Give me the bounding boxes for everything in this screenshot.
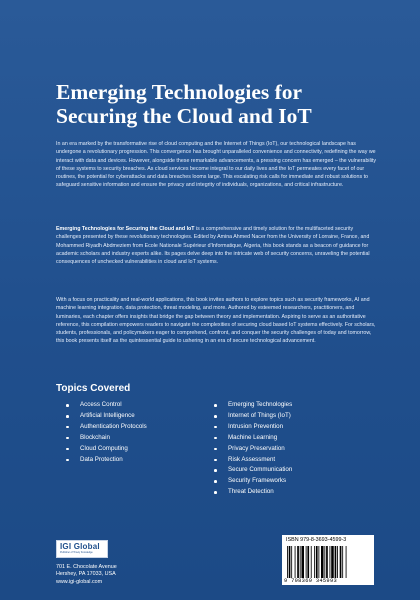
book-title-line-2: Securing the Cloud and IoT <box>56 104 312 128</box>
topic-item: Artificial Intelligence <box>66 411 196 422</box>
publisher-logo-name: IGI Global <box>60 542 100 551</box>
book-title-line-1: Emerging Technologies for <box>56 80 303 104</box>
description-paragraph-2 <box>56 225 378 266</box>
topics-heading: Topics Covered <box>56 383 131 394</box>
topic-item: Access Control <box>66 400 196 411</box>
topic-item: Security Frameworks <box>214 476 364 487</box>
publisher-logo <box>56 540 108 558</box>
topic-item: Threat Detection <box>214 487 364 498</box>
topic-item: Blockchain <box>66 433 196 444</box>
topic-item: Data Protection <box>66 455 196 466</box>
topic-item: Intrusion Prevention <box>214 422 364 433</box>
isbn-label: ISBN 979-8-3693-4599-3 <box>286 537 347 543</box>
topic-item: Cloud Computing <box>66 444 196 455</box>
barcode-number: 9 798369 345993 <box>284 578 338 584</box>
isbn-barcode-block <box>282 535 374 585</box>
book-title <box>56 80 396 128</box>
topics-list-right <box>214 400 364 498</box>
topic-item: Secure Communication <box>214 465 364 476</box>
topic-item: Internet of Things (IoT) <box>214 411 364 422</box>
topic-item: Privacy Preservation <box>214 444 364 455</box>
topics-list-left <box>66 400 196 465</box>
description-paragraph-2-text: is a comprehensive and timely solution for the multifaceted security challenges presented by these revolutionary technologies. Edited by Amina Ahmed Nacer from the University of Lorraine, France, and Mohammed Riyadh Abdmeziem from Ecole Nationale Supérieur d'Informatique, Algeria, this book stands as a beacon of guidance for academic scholars and industry experts alike. Its pages delve deep into the intricate web of security concerns, unraveling the potential consequences of unchecked vulnerabilities in cloud and IoT systems. <box>56 226 370 266</box>
publisher-website: www.igi-global.com <box>56 578 103 585</box>
publisher-logo-tagline: Publisher of Timely Knowledge <box>60 551 93 554</box>
description-book-title: Emerging Technologies for Securing the Cloud and IoT <box>56 226 195 232</box>
description-paragraph-1: In an era marked by the transformative rise of cloud computing and the Internet of Things (IoT), our technological landscape has undergone a revolutionary progression. This convergence has brought unparalleled convenience and connectivity, redefining the way we interact with data and devices. However, alongside these remarkable advancements, a pressing concern has emerged – the vulnerability of these systems to security breaches. As cloud services become integral to our daily lives and the IoT permeates every facet of our routines, the potential for cyberattacks and data breaches looms large. This escalating risk calls for immediate and robust solutions to safeguard sensitive information and ensure the privacy and integrity of individuals, organizations, and critical infrastructure. <box>56 141 377 189</box>
topic-item: Emerging Technologies <box>214 400 364 411</box>
barcode-icon <box>286 546 372 578</box>
topic-item: Machine Learning <box>214 433 364 444</box>
address-line-1: 701 E. Chocolate Avenue <box>56 564 117 570</box>
publisher-address <box>56 564 117 586</box>
description-paragraph-3: With a focus on practicality and real-world applications, this book invites authors to explore topics such as security frameworks, AI and machine learning integration, data protection, threat modeling, and more. Authored by esteemed researchers, practitioners, and luminaries, each chapter offers insights that bridge the gap between theory and implementation. Aspiring to serve as an authoritative reference, this compilation empowers readers to navigate the complexities of securing cloud based IoT systems effectively. For scholars, students, professionals, and policymakers eager to comprehend, confront, and conquer the security challenges of today and tomorrow, this book presents itself as the quintessential guide to ushering in an era of secure technological advancement. <box>56 297 376 345</box>
address-line-2: Hershey, PA 17033, USA <box>56 571 116 578</box>
topic-item: Authentication Protocols <box>66 422 196 433</box>
topic-item: Risk Assessment <box>214 455 364 466</box>
